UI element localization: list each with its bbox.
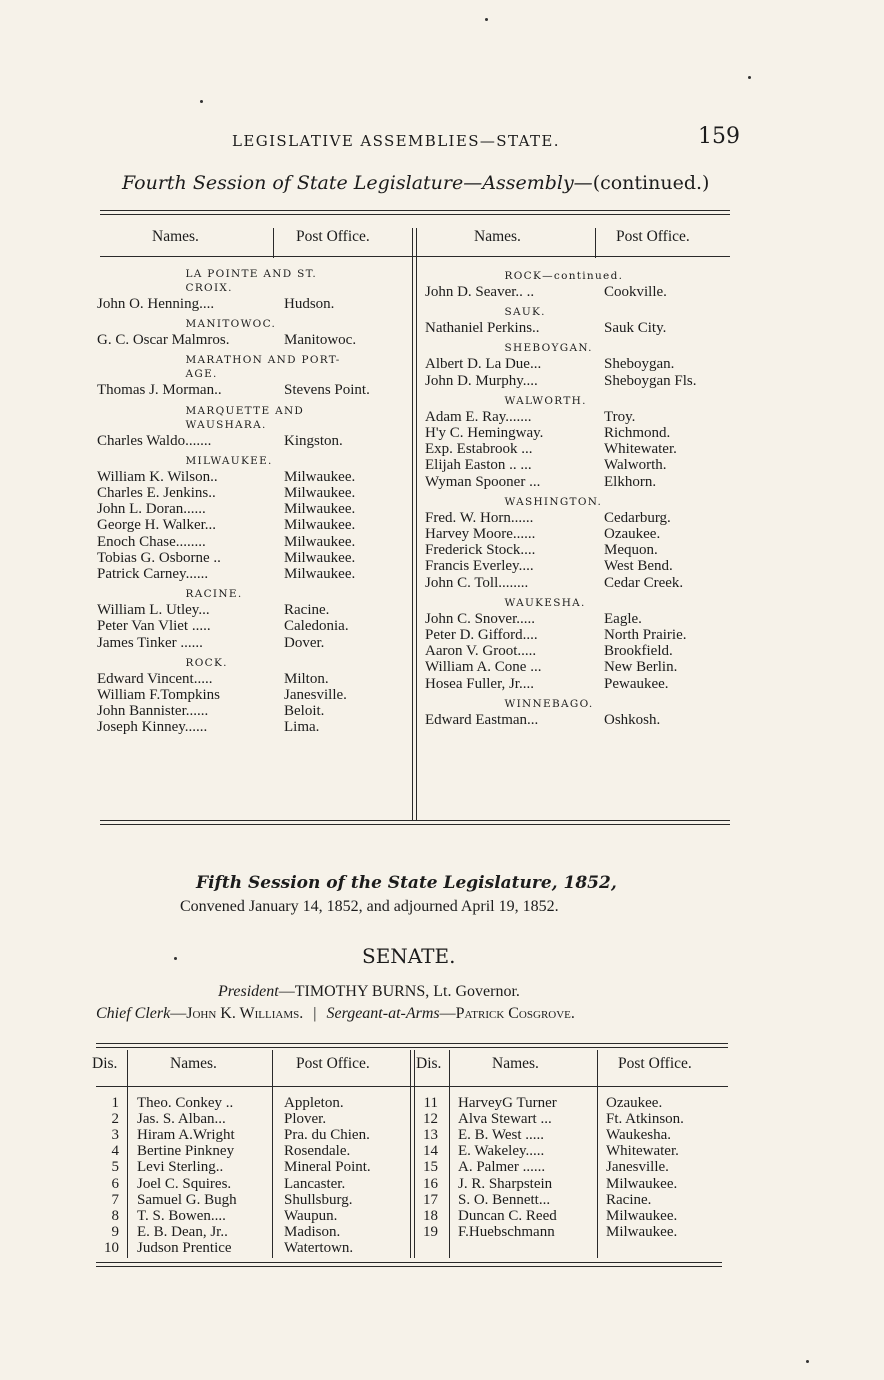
post-office: Troy. — [604, 408, 636, 425]
post-office: Appleton. — [284, 1095, 344, 1111]
district-number: 6 — [111, 1175, 119, 1192]
senator-name: Bertine Pinkney — [137, 1143, 235, 1160]
t2-col-dis-left: Dis. — [92, 1055, 118, 1072]
table1-top-rule-2 — [100, 214, 730, 215]
senator-name: HarveyG Turner — [458, 1095, 557, 1111]
post-office: North Prairie. — [604, 627, 687, 643]
post-office: Ozaukee. — [604, 526, 661, 542]
fifth-session-heading: Fifth Session of the State Legislature, 1852, — [196, 873, 617, 893]
table2-top-rule-2 — [96, 1047, 728, 1048]
district-number: 15 — [423, 1159, 438, 1176]
district-number: 11 — [423, 1095, 438, 1111]
table1-vrule-c — [595, 228, 596, 258]
county-heading: WALWORTH. — [504, 394, 587, 407]
district-number: 9 — [111, 1223, 119, 1240]
running-title: LEGISLATIVE ASSEMBLIES—STATE. — [232, 132, 560, 150]
clerk-label: Chief Clerk — [96, 1005, 171, 1022]
post-office: Cedarburg. — [604, 509, 671, 526]
senate-heading: SENATE. — [362, 944, 456, 968]
county-heading: AGE. — [185, 368, 218, 381]
member-name: William F.Tompkins — [97, 687, 220, 703]
post-office: Racine. — [284, 602, 330, 619]
post-office: Watertown. — [284, 1239, 354, 1256]
post-office: Whitewater. — [606, 1143, 679, 1160]
member-name: John C. Snover..... — [425, 610, 536, 627]
post-office: Oshkosh. — [604, 711, 661, 728]
post-office: Milwaukee. — [606, 1207, 678, 1224]
t2-col-dis-right: Dis. — [416, 1055, 442, 1072]
table2-vrule-post-right — [597, 1050, 598, 1258]
post-office: Sauk City. — [604, 320, 667, 337]
senator-name: Jas. S. Alban... — [137, 1111, 226, 1128]
member-name: William A. Cone ... — [425, 659, 542, 676]
post-office: Janesville. — [284, 687, 347, 703]
clerk-value: —John K. Williams. — [170, 1005, 304, 1022]
county-heading: MANITOWOC. — [185, 318, 277, 331]
post-office: New Berlin. — [604, 659, 678, 676]
post-office: Madison. — [284, 1223, 341, 1240]
post-office: Milwaukee. — [606, 1223, 678, 1240]
post-office: Walworth. — [604, 457, 667, 474]
post-office: Caledonia. — [284, 618, 349, 635]
member-name: Adam E. Ray....... — [425, 408, 532, 425]
county-heading: SAUK. — [504, 306, 546, 319]
scan-speck — [485, 18, 488, 21]
member-name: Charles E. Jenkins.. — [97, 485, 216, 501]
member-name: Peter Van Vliet ..... — [97, 618, 211, 635]
post-office: Lancaster. — [284, 1175, 346, 1192]
district-number: 12 — [423, 1111, 438, 1128]
district-number: 2 — [111, 1111, 119, 1128]
county-heading: LA POINTE AND ST. — [185, 268, 318, 280]
member-name: John O. Henning.... — [97, 296, 215, 312]
post-office: Plover. — [284, 1111, 327, 1128]
county-heading: CROIX. — [185, 282, 233, 294]
post-office: Cookville. — [604, 284, 667, 300]
member-name: James Tinker ...... — [97, 634, 203, 651]
post-office: West Bend. — [604, 558, 673, 575]
member-name: William L. Utley... — [97, 602, 210, 619]
president-value: —TIMOTHY BURNS, Lt. Governor. — [278, 983, 520, 1000]
post-office: Richmond. — [604, 425, 671, 441]
senator-name: F.Huebschmann — [458, 1223, 555, 1240]
senator-name: E. Wakeley..... — [458, 1143, 545, 1160]
post-office: Ozaukee. — [606, 1095, 663, 1111]
table1-vrule-b — [412, 228, 413, 820]
post-office: Cedar Creek. — [604, 574, 684, 591]
district-number: 1 — [111, 1095, 119, 1111]
table1-vrule-b2 — [416, 228, 417, 820]
post-office: Milwaukee. — [284, 517, 356, 534]
county-heading: WAUKESHA. — [504, 596, 586, 609]
post-office: Mineral Point. — [284, 1159, 371, 1176]
table1-top-rule — [100, 210, 730, 211]
post-office: Pewaukee. — [604, 675, 669, 692]
district-number: 13 — [423, 1127, 438, 1144]
table1-vrule-a — [273, 228, 274, 258]
county-heading: ROCK—continued. — [504, 270, 624, 282]
member-name: Joseph Kinney...... — [97, 719, 208, 736]
member-name: Tobias G. Osborne .. — [97, 549, 221, 566]
post-office: Pra. du Chien. — [284, 1127, 370, 1144]
caption-tail: (continued.) — [592, 172, 710, 194]
county-heading: WASHINGTON. — [504, 495, 603, 508]
member-name: John D. Murphy.... — [425, 372, 538, 389]
post-office: Milwaukee. — [284, 501, 356, 518]
t2-col-post-right: Post Office. — [618, 1055, 692, 1072]
senator-name: Judson Prentice — [137, 1239, 232, 1256]
table2-header-rule — [96, 1086, 728, 1087]
post-office: Ft. Atkinson. — [606, 1111, 684, 1128]
member-name: Charles Waldo....... — [97, 432, 212, 449]
senator-name: Alva Stewart ... — [458, 1111, 552, 1128]
post-office: Milton. — [284, 670, 329, 687]
county-heading: MARQUETTE AND — [185, 404, 305, 417]
president-line — [218, 983, 520, 1001]
member-name: John L. Doran...... — [97, 501, 206, 518]
sergeant-value: —Patrick Cosgrove. — [439, 1005, 575, 1022]
scan-speck — [200, 100, 203, 103]
post-office: Janesville. — [606, 1159, 669, 1176]
table1-bottom-rule — [100, 820, 730, 821]
post-office: Stevens Point. — [284, 382, 370, 399]
post-office: Milwaukee. — [284, 533, 356, 550]
officers-line — [96, 1005, 575, 1023]
table2-bottom-rule-2 — [96, 1266, 722, 1267]
member-name: Fred. W. Horn...... — [425, 509, 534, 526]
member-name: Wyman Spooner ... — [425, 473, 541, 490]
county-heading: MILWAUKEE. — [185, 454, 273, 467]
member-name: Exp. Estabrook ... — [425, 441, 533, 458]
post-office: Kingston. — [284, 432, 343, 449]
member-name: Frederick Stock.... — [425, 542, 536, 559]
post-office: Mequon. — [604, 542, 658, 559]
post-office: Milwaukee. — [284, 485, 356, 501]
scan-speck — [806, 1360, 809, 1363]
member-name: Edward Vincent..... — [97, 670, 213, 687]
district-number: 18 — [423, 1207, 438, 1224]
caption-italic: Fourth Session of State Legislature—Assembly— — [122, 172, 593, 194]
table1-bottom-rule-2 — [100, 824, 730, 825]
t2-col-post-left: Post Office. — [296, 1055, 370, 1072]
post-office: Hudson. — [284, 296, 335, 312]
post-office: Shullsburg. — [284, 1191, 353, 1208]
member-name: Patrick Carney...... — [97, 566, 209, 582]
district-number: 3 — [111, 1127, 119, 1144]
fourth-session-caption — [122, 172, 709, 194]
senator-name: Levi Sterling.. — [137, 1159, 224, 1176]
district-number: 17 — [423, 1191, 438, 1208]
senator-name: S. O. Bennett... — [458, 1191, 551, 1208]
district-number: 14 — [423, 1143, 438, 1160]
county-heading: ROCK. — [185, 656, 228, 669]
senator-name: Samuel G. Bugh — [137, 1191, 237, 1208]
member-name: Harvey Moore...... — [425, 526, 536, 542]
table2-vrule-post-left — [272, 1050, 273, 1258]
officer-separator: | — [313, 1005, 317, 1022]
table2-top-rule — [96, 1043, 728, 1044]
county-heading: RACINE. — [185, 588, 243, 601]
post-office: Lima. — [284, 719, 320, 736]
senator-name: T. S. Bowen.... — [137, 1207, 226, 1224]
member-name: Peter D. Gifford.... — [425, 627, 538, 643]
senator-name: E. B. West ..... — [458, 1127, 545, 1144]
senator-name: J. R. Sharpstein — [458, 1175, 553, 1192]
president-label: President — [218, 983, 279, 1000]
district-number: 8 — [111, 1207, 119, 1224]
district-number: 7 — [111, 1191, 119, 1208]
member-name: Enoch Chase........ — [97, 533, 206, 550]
member-name: John C. Toll........ — [425, 574, 529, 591]
table2-vrule-dis-left — [127, 1050, 128, 1258]
t1-col-post-right: Post Office. — [616, 228, 690, 245]
district-number: 5 — [111, 1159, 119, 1176]
senator-name: Duncan C. Reed — [458, 1207, 557, 1224]
post-office: Milwaukee. — [284, 468, 356, 485]
post-office: Dover. — [284, 634, 325, 651]
table1-header-rule — [100, 256, 730, 257]
post-office: Waupun. — [284, 1207, 338, 1224]
district-number: 16 — [423, 1175, 438, 1192]
senator-name: Joel C. Squires. — [137, 1175, 232, 1192]
t1-col-post-left: Post Office. — [296, 228, 370, 245]
page-number: 159 — [698, 124, 740, 149]
scan-speck — [748, 76, 751, 79]
district-number: 10 — [104, 1239, 119, 1256]
table2-vrule-dis-right — [449, 1050, 450, 1258]
senator-name: Hiram A.Wright — [137, 1127, 235, 1144]
sergeant-label: Sergeant-at-Arms — [326, 1005, 440, 1022]
district-number: 4 — [111, 1143, 119, 1160]
post-office: Racine. — [606, 1191, 652, 1208]
member-name: George H. Walker... — [97, 517, 217, 534]
scan-speck — [174, 957, 177, 960]
member-name: Elijah Easton .. ... — [425, 457, 532, 474]
member-name: John D. Seaver.. .. — [425, 284, 535, 300]
t1-col-names-right: Names. — [474, 228, 521, 245]
post-office: Brookfield. — [604, 643, 673, 660]
member-name: Hosea Fuller, Jr.... — [425, 675, 534, 692]
post-office: Sheboygan Fls. — [604, 372, 697, 389]
member-name: John Bannister...... — [97, 703, 209, 720]
member-name: H'y C. Hemingway. — [425, 425, 544, 441]
table2-vrule-mid — [410, 1050, 411, 1258]
post-office: Milwaukee. — [284, 549, 356, 566]
senator-name: E. B. Dean, Jr.. — [137, 1223, 228, 1240]
member-name: Aaron V. Groot..... — [425, 643, 537, 660]
member-name: Albert D. La Due... — [425, 356, 542, 373]
member-name: Thomas J. Morman.. — [97, 382, 222, 399]
district-number: 19 — [423, 1223, 438, 1240]
post-office: Milwaukee. — [284, 566, 356, 582]
post-office: Whitewater. — [604, 441, 677, 458]
post-office: Rosendale. — [284, 1143, 351, 1160]
member-name: Francis Everley.... — [425, 558, 534, 575]
senator-name: Theo. Conkey .. — [137, 1095, 234, 1111]
post-office: Milwaukee. — [606, 1175, 678, 1192]
t2-col-names-left: Names. — [170, 1055, 217, 1072]
member-name: William K. Wilson.. — [97, 468, 218, 485]
post-office: Manitowoc. — [284, 332, 357, 349]
county-heading: MARATHON AND PORT- — [185, 354, 341, 367]
convened-line: Convened January 14, 1852, and adjourned April 19, 1852. — [180, 898, 559, 915]
post-office: Sheboygan. — [604, 356, 675, 373]
post-office: Waukesha. — [606, 1127, 672, 1144]
member-name: Edward Eastman... — [425, 711, 539, 728]
county-heading: SHEBOYGAN. — [504, 342, 593, 355]
post-office: Beloit. — [284, 703, 325, 720]
table2-bottom-rule — [96, 1262, 722, 1263]
t1-col-names-left: Names. — [152, 228, 199, 245]
member-name: Nathaniel Perkins.. — [425, 320, 540, 337]
post-office: Eagle. — [604, 610, 642, 627]
county-heading: WAUSHARA. — [185, 418, 267, 431]
county-heading: WINNEBAGO. — [504, 697, 594, 710]
senator-name: A. Palmer ...... — [458, 1159, 546, 1176]
t2-col-names-right: Names. — [492, 1055, 539, 1072]
member-name: G. C. Oscar Malmros. — [97, 332, 230, 349]
post-office: Elkhorn. — [604, 473, 657, 490]
